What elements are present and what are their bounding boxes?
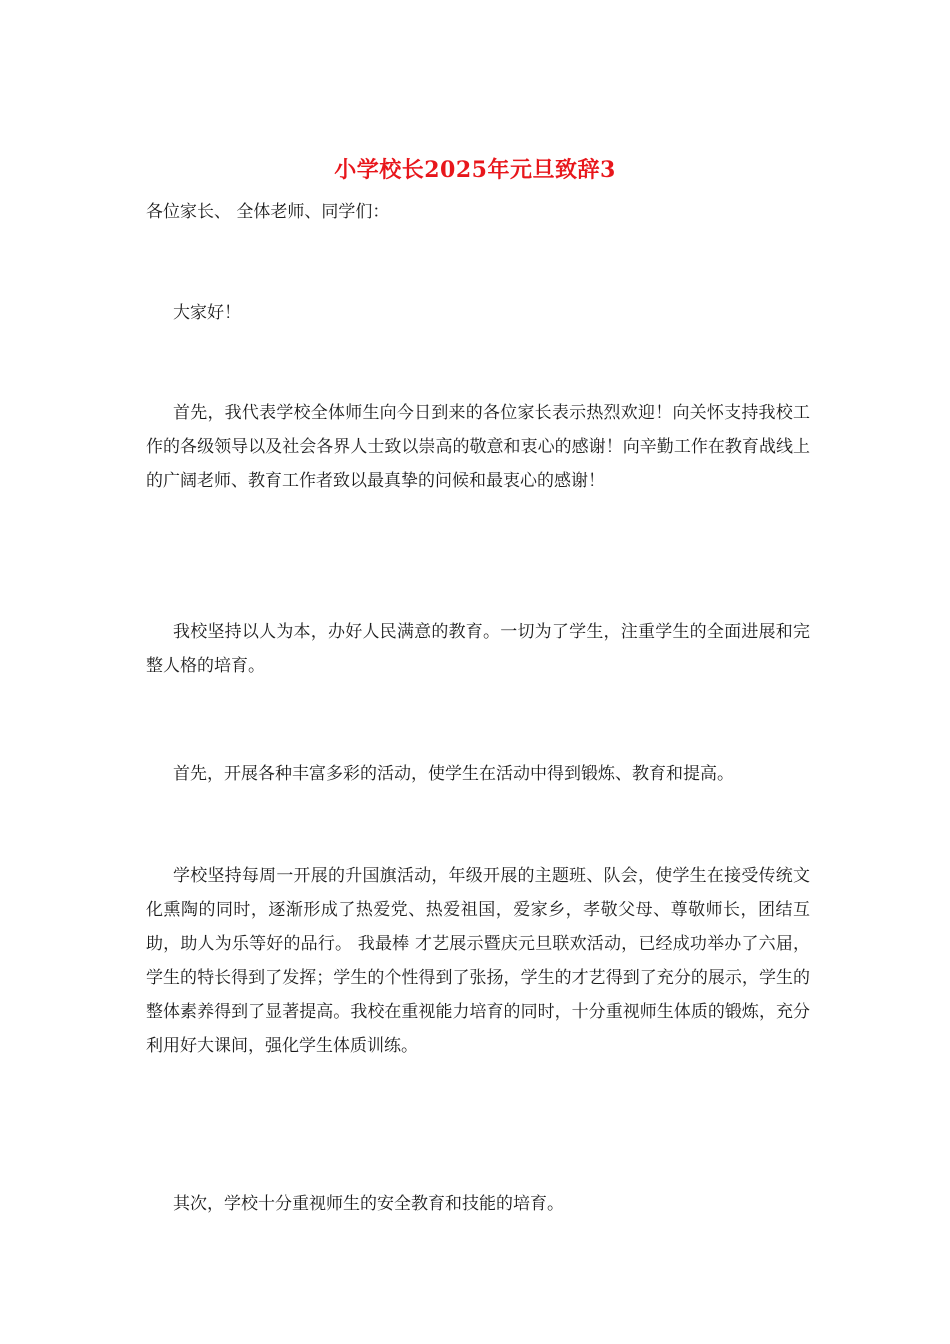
- paragraph-welcome: 首先，我代表学校全体师生向今日到来的各位家长表示热烈欢迎！向关怀支持我校工作的各级领导以及社会各界人士致以崇高的敬意和衷心的感谢！向辛勤工作在教育战线上的广阔老师、教育工作者致以最真挚的问候和最衷心的感谢！: [146, 403, 810, 491]
- paragraph-safety: 其次，学校十分重视师生的安全教育和技能的培育。: [173, 1194, 564, 1214]
- salutation: 各位家长、 全体老师、同学们：: [146, 202, 390, 222]
- paragraph-philosophy: 我校坚持以人为本，办好人民满意的教育。一切为了学生，注重学生的全面进展和完整人格的培育。: [146, 622, 810, 676]
- paragraph-greeting: 大家好！: [173, 303, 241, 323]
- paragraph-activities: 首先，开展各种丰富多彩的活动，使学生在活动中得到锻炼、教育和提高。: [173, 764, 734, 784]
- document-title: 小学校长2025年元旦致辞3: [334, 157, 616, 183]
- paragraph-flag-ceremony: 学校坚持每周一开展的升国旗活动，年级开展的主题班、队会，使学生在接受传统文化熏陶的同时，逐渐形成了热爱党、热爱祖国，爱家乡，孝敬父母、尊敬师长，团结互助，助人为乐等好的品行。 我最棒 才艺展示暨庆元旦联欢活动，已经成功举办了六届，学生的特长得到了发挥；学生的个性得到了张扬，学生的才艺得到了充分的展示，学生的整体素养得到了显著提高。我校在重视能力培育的同时，十分重视师生体质的锻炼，充分利用好大课间，强化学生体质训练。: [146, 866, 810, 1056]
